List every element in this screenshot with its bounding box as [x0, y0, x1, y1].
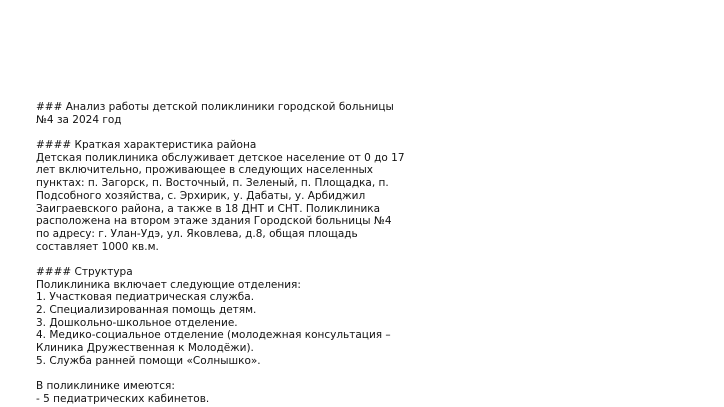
section-title-structure: #### Структура [36, 265, 133, 278]
paragraph-gap [36, 253, 366, 266]
list-item: 1. Участковая педиатрическая служба. [36, 291, 255, 304]
paragraph-line: составляет 1000 кв.м. [36, 240, 159, 253]
paragraph-line: Заиграевского района, а также в 18 ДНТ и СНТ. Поликлиника [36, 202, 381, 215]
list-item: 4. Медико-социальное отделение (молодежная консультация – [36, 329, 391, 342]
heading-line-2: №4 за 2024 год [36, 113, 122, 126]
paragraph-line: лет включительно, проживающее в следующих населенных [36, 164, 374, 177]
list-item: - 5 педиатрических кабинетов. [36, 392, 210, 405]
paragraph-line: Подсобного хозяйства, с. Эрхирик, у. Дабаты, у. Арбиджил [36, 189, 366, 202]
list-item: 3. Дошкольно-школьное отделение. [36, 316, 238, 329]
heading-line-1: ### Анализ работы детской поликлиники городской больницы [36, 101, 394, 113]
paragraph-line: Детская поликлиника обслуживает детское население от 0 до 17 [36, 151, 405, 164]
paragraph-line: расположена на втором этаже здания Городской больницы №4 [36, 215, 392, 228]
paragraph-gap [36, 126, 366, 139]
facilities-intro: В поликлинике имеются: [36, 380, 175, 393]
section-title-district: #### Краткая характеристика района [36, 139, 257, 152]
list-item-continuation: Клиника Дружественная к Молодёжи). [36, 342, 254, 355]
list-intro: Поликлиника включает следующие отделения: [36, 278, 301, 291]
paragraph-line: пунктах: п. Загорск, п. Восточный, п. Зеленый, п. Площадка, п. [36, 177, 389, 190]
paragraph-line: по адресу: г. Улан-Удэ, ул. Яковлева, д.8, общая площадь [36, 227, 358, 240]
document-text [36, 101, 405, 406]
paragraph-gap [36, 367, 366, 380]
list-item: 5. Служба ранней помощи «Солнышко». [36, 354, 261, 367]
list-item: 2. Специализированная помощь детям. [36, 304, 257, 316]
